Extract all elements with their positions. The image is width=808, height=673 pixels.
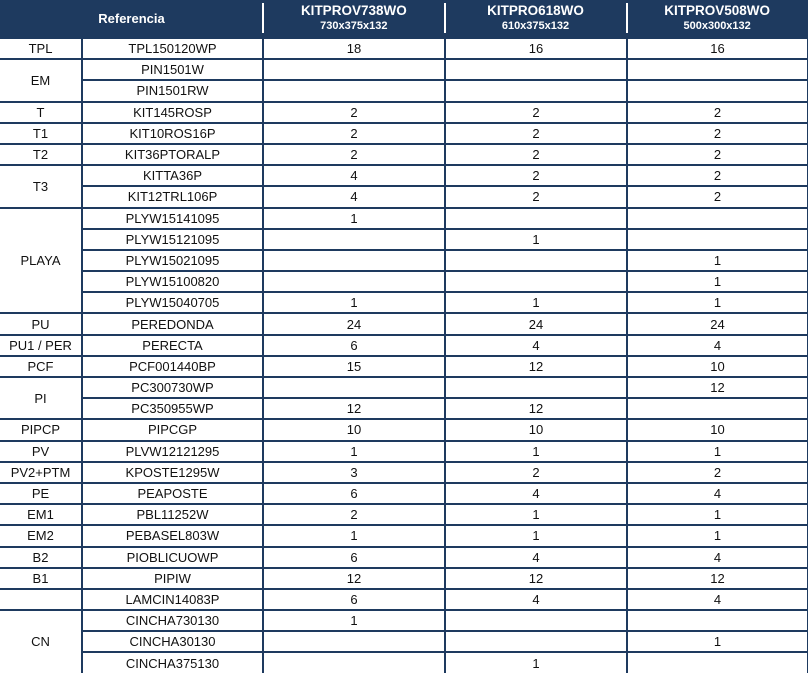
reference-cell: KIT145ROSP: [82, 102, 263, 123]
quantity-cell: 2: [263, 144, 445, 165]
quantity-cell: 10: [263, 419, 445, 440]
quantity-cell: 16: [627, 38, 808, 59]
table-row: [0, 271, 808, 292]
reference-cell: CINCHA30130: [82, 631, 263, 652]
quantity-cell: 2: [445, 144, 627, 165]
quantity-cell: 2: [627, 186, 808, 207]
quantity-cell: 1: [263, 292, 445, 313]
table-row: [0, 165, 808, 186]
quantity-cell: 1: [263, 441, 445, 462]
quantity-cell: [263, 652, 445, 673]
quantity-cell: 6: [263, 483, 445, 504]
quantity-cell: 1: [445, 525, 627, 546]
quantity-cell: 18: [263, 38, 445, 59]
quantity-cell: 1: [263, 525, 445, 546]
table-row: [0, 589, 808, 610]
table-row: [0, 525, 808, 546]
referencia-header-cell: [0, 0, 263, 37]
quantity-cell: 24: [627, 313, 808, 334]
quantity-cell: [445, 250, 627, 271]
quantity-cell: 2: [445, 186, 627, 207]
category-code-cell: B2: [0, 547, 82, 568]
quantity-cell: 1: [445, 441, 627, 462]
reference-cell: PLYW15100820: [82, 271, 263, 292]
table-row: [0, 610, 808, 631]
quantity-cell: 1: [627, 525, 808, 546]
quantity-cell: 2: [263, 102, 445, 123]
table-row: [0, 208, 808, 229]
quantity-cell: 12: [445, 356, 627, 377]
referencia-label: Referencia: [98, 11, 165, 26]
table-row: [0, 356, 808, 377]
kit-dimensions: 730x375x132: [320, 20, 388, 33]
kit-dimensions: 610x375x132: [501, 20, 570, 33]
quantity-cell: 24: [263, 313, 445, 334]
table-row: [0, 631, 808, 652]
category-code-cell: PU1 / PER: [0, 335, 82, 356]
category-code-cell: EM: [0, 59, 82, 101]
kit-dimensions: 500x300x132: [683, 20, 751, 33]
quantity-cell: [263, 631, 445, 652]
quantity-cell: 4: [627, 483, 808, 504]
quantity-cell: [445, 631, 627, 652]
kit-header-2: [445, 0, 627, 37]
reference-cell: KIT36PTORALP: [82, 144, 263, 165]
quantity-cell: 24: [445, 313, 627, 334]
quantity-cell: [627, 229, 808, 250]
quantity-cell: 12: [627, 568, 808, 589]
quantity-cell: 10: [627, 356, 808, 377]
quantity-cell: 12: [263, 398, 445, 419]
reference-cell: PLYW15141095: [82, 208, 263, 229]
quantity-cell: [627, 208, 808, 229]
quantity-cell: 2: [445, 123, 627, 144]
category-code-cell: PLAYA: [0, 208, 82, 314]
quantity-cell: 4: [263, 165, 445, 186]
category-code-cell: [0, 589, 82, 610]
reference-cell: KITTA36P: [82, 165, 263, 186]
quantity-cell: 4: [445, 589, 627, 610]
table-row: [0, 462, 808, 483]
reference-cell: PLYW15021095: [82, 250, 263, 271]
quantity-cell: 12: [445, 398, 627, 419]
table-row: [0, 441, 808, 462]
reference-cell: KIT10ROS16P: [82, 123, 263, 144]
quantity-cell: 2: [445, 102, 627, 123]
quantity-cell: [627, 610, 808, 631]
quantity-cell: [627, 80, 808, 101]
reference-cell: PCF001440BP: [82, 356, 263, 377]
quantity-cell: 1: [627, 271, 808, 292]
quantity-cell: 1: [627, 441, 808, 462]
table-row: [0, 568, 808, 589]
header-separator: [626, 3, 628, 33]
category-code-cell: TPL: [0, 38, 82, 59]
quantity-cell: 15: [263, 356, 445, 377]
table-row: [0, 652, 808, 673]
quantity-cell: 1: [263, 610, 445, 631]
quantity-cell: 2: [627, 123, 808, 144]
quantity-cell: [445, 610, 627, 631]
table-row: [0, 80, 808, 101]
reference-cell: PLVW12121295: [82, 441, 263, 462]
quantity-cell: 4: [445, 547, 627, 568]
quantity-cell: 1: [627, 250, 808, 271]
category-code-cell: PV2+PTM: [0, 462, 82, 483]
category-code-cell: T2: [0, 144, 82, 165]
reference-cell: KPOSTE1295W: [82, 462, 263, 483]
quantity-cell: [263, 377, 445, 398]
header-separator: [444, 3, 446, 33]
quantity-cell: 6: [263, 589, 445, 610]
quantity-cell: 1: [627, 504, 808, 525]
quantity-cell: [263, 80, 445, 101]
category-code-cell: T: [0, 102, 82, 123]
quantity-cell: 4: [445, 335, 627, 356]
category-code-cell: T3: [0, 165, 82, 207]
table-row: [0, 504, 808, 525]
quantity-cell: 1: [445, 652, 627, 673]
table-row: [0, 547, 808, 568]
quantity-cell: 1: [627, 292, 808, 313]
kit-name: KITPROV738WO: [300, 3, 407, 19]
table-row: [0, 398, 808, 419]
quantity-cell: 3: [263, 462, 445, 483]
category-code-cell: PV: [0, 441, 82, 462]
table-row: [0, 59, 808, 80]
quantity-cell: 10: [627, 419, 808, 440]
quantity-cell: [445, 208, 627, 229]
table-row: [0, 186, 808, 207]
reference-cell: PEBASEL803W: [82, 525, 263, 546]
kit-header-1: [263, 0, 445, 37]
reference-cell: PIPIW: [82, 568, 263, 589]
quantity-cell: 4: [263, 186, 445, 207]
quantity-cell: 6: [263, 335, 445, 356]
quantity-cell: 2: [263, 123, 445, 144]
quantity-cell: 4: [627, 589, 808, 610]
table-row: [0, 123, 808, 144]
category-code-cell: PE: [0, 483, 82, 504]
quantity-cell: 1: [627, 631, 808, 652]
table-row: [0, 335, 808, 356]
reference-cell: PLYW15121095: [82, 229, 263, 250]
quantity-cell: 2: [627, 102, 808, 123]
quantity-cell: [627, 59, 808, 80]
quantity-cell: [263, 229, 445, 250]
quantity-cell: [445, 377, 627, 398]
category-code-cell: EM2: [0, 525, 82, 546]
quantity-cell: 12: [627, 377, 808, 398]
reference-cell: PIOBLICUOWP: [82, 547, 263, 568]
reference-cell: PEAPOSTE: [82, 483, 263, 504]
category-code-cell: PIPCP: [0, 419, 82, 440]
category-code-cell: PI: [0, 377, 82, 419]
category-code-cell: B1: [0, 568, 82, 589]
quantity-cell: 1: [445, 292, 627, 313]
quantity-cell: 12: [445, 568, 627, 589]
category-code-cell: EM1: [0, 504, 82, 525]
quantity-cell: 1: [263, 208, 445, 229]
reference-cell: PBL11252W: [82, 504, 263, 525]
table-body: [0, 38, 808, 673]
quantity-cell: 4: [627, 335, 808, 356]
quantity-cell: [445, 59, 627, 80]
table-row: [0, 229, 808, 250]
quantity-cell: [263, 59, 445, 80]
reference-cell: PLYW15040705: [82, 292, 263, 313]
table-header: [0, 0, 808, 37]
quantity-cell: 4: [445, 483, 627, 504]
reference-cell: KIT12TRL106P: [82, 186, 263, 207]
table-row: [0, 313, 808, 334]
reference-cell: CINCHA730130: [82, 610, 263, 631]
quantity-cell: 1: [445, 504, 627, 525]
quantity-cell: 1: [445, 229, 627, 250]
reference-cell: PIN1501W: [82, 59, 263, 80]
reference-cell: PC350955WP: [82, 398, 263, 419]
quantity-cell: [627, 652, 808, 673]
quantity-cell: 2: [627, 462, 808, 483]
header-separator: [262, 3, 264, 33]
table-row: [0, 419, 808, 440]
table-row: [0, 144, 808, 165]
reference-cell: PC300730WP: [82, 377, 263, 398]
reference-cell: PIN1501RW: [82, 80, 263, 101]
quantity-cell: 10: [445, 419, 627, 440]
reference-cell: LAMCIN14083P: [82, 589, 263, 610]
reference-cell: CINCHA375130: [82, 652, 263, 673]
quantity-cell: 2: [445, 165, 627, 186]
reference-cell: TPL150120WP: [82, 38, 263, 59]
category-code-cell: CN: [0, 610, 82, 673]
quantity-cell: [627, 398, 808, 419]
components-table: [0, 37, 808, 673]
table-row: [0, 292, 808, 313]
quantity-cell: 16: [445, 38, 627, 59]
kit-header-3: [626, 0, 808, 37]
table-row: [0, 102, 808, 123]
table-row: [0, 250, 808, 271]
quantity-cell: 6: [263, 547, 445, 568]
quantity-cell: 12: [263, 568, 445, 589]
quantity-cell: 2: [627, 165, 808, 186]
quantity-cell: [263, 250, 445, 271]
quantity-cell: [263, 271, 445, 292]
table-row: [0, 483, 808, 504]
category-code-cell: PCF: [0, 356, 82, 377]
quantity-cell: [445, 80, 627, 101]
quantity-cell: 2: [263, 504, 445, 525]
category-code-cell: T1: [0, 123, 82, 144]
reference-cell: PERECTA: [82, 335, 263, 356]
quantity-cell: 4: [627, 547, 808, 568]
table-row: [0, 377, 808, 398]
quantity-cell: [445, 271, 627, 292]
category-code-cell: PU: [0, 313, 82, 334]
reference-cell: PIPCGP: [82, 419, 263, 440]
table-row: [0, 38, 808, 59]
quantity-cell: 2: [445, 462, 627, 483]
quantity-cell: 2: [627, 144, 808, 165]
reference-cell: PEREDONDA: [82, 313, 263, 334]
kit-name: KITPRO618WO: [487, 3, 584, 19]
kit-name: KITPROV508WO: [664, 3, 771, 19]
